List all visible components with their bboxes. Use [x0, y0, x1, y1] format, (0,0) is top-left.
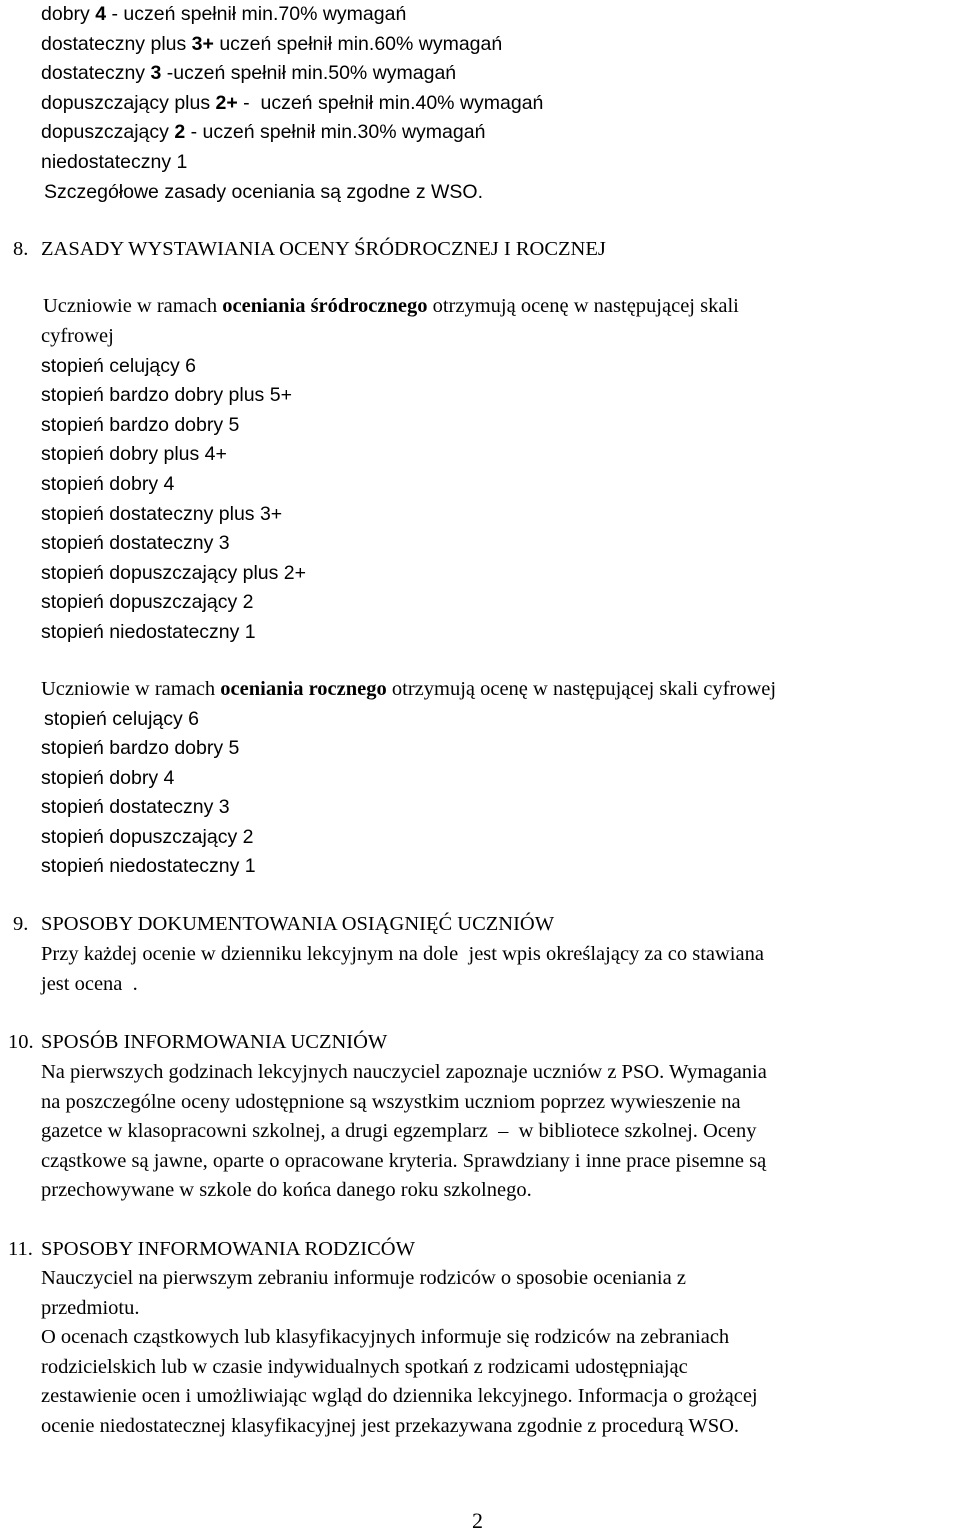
requirement-item: dostateczny plus 3+ uczeń spełnił min.60% wymagań [41, 32, 503, 55]
section10-line: na poszczególne oceny udostępnione są wszystkim uczniom poprzez wywieszenie na [41, 1090, 741, 1113]
midterm-grade: stopień dobry 4 [41, 472, 175, 495]
section-10-number: 10. [8, 1031, 34, 1053]
page-number: 2 [472, 1508, 483, 1533]
section-11-body [41, 1264, 758, 1442]
annual-grades [44, 705, 199, 735]
section10-line: gazetce w klasopracowni szkolnej, a drugi egzemplarz – w bibliotece szkolnej. Oceny [41, 1120, 757, 1143]
requirement-item: dopuszczający 2 - uczeń spełnił min.30% wymagań [41, 121, 486, 144]
midterm-keyword: oceniania śródrocznego [222, 295, 428, 317]
midterm-grade: stopień celujący 6 [41, 354, 197, 377]
section9-line: jest ocena . [41, 972, 138, 995]
wso-note: Szczegółowe zasady oceniania są zgodne z WSO. [44, 181, 483, 203]
annual-grade: stopień dopuszczający 2 [41, 825, 254, 848]
section11-line: O ocenach cząstkowych lub klasyfikacyjnych informuje się rodziców na zebraniach [41, 1326, 730, 1349]
annual-grades-rest [41, 734, 256, 882]
section-8-title: ZASADY WYSTAWIANIA OCENY ŚRÓDROCZNEJ I ROCZNEJ [41, 238, 606, 260]
requirements-list [41, 0, 543, 178]
annual-grade: stopień dobry 4 [41, 766, 175, 789]
midterm-grade: stopień niedostateczny 1 [41, 620, 256, 643]
section-8-number: 8. [13, 238, 29, 260]
section-9-title: SPOSOBY DOKUMENTOWANIA OSIĄGNIĘĆ UCZNIÓW [41, 913, 555, 935]
midterm-grade: stopień bardzo dobry 5 [41, 413, 240, 436]
annual-grade: stopień dostateczny 3 [41, 796, 230, 819]
requirement-item: niedostateczny 1 [41, 150, 188, 173]
section-9-body [41, 940, 764, 999]
section-11-title: SPOSOBY INFORMOWANIA RODZICÓW [41, 1238, 415, 1260]
requirement-item: dostateczny 3 -uczeń spełnił min.50% wymagań [41, 62, 457, 85]
section-10-body [41, 1058, 767, 1206]
section10-line: cząstkowe są jawne, oparte o opracowane kryteria. Sprawdziany i inne prace pisemne są [41, 1149, 767, 1172]
section11-line: przedmiotu. [41, 1296, 140, 1319]
midterm-intro [43, 292, 739, 322]
midterm-grade: stopień dostateczny 3 [41, 532, 230, 555]
annual-grade: stopień bardzo dobry 5 [41, 737, 240, 759]
midterm-grades [41, 322, 306, 648]
section11-line: ocenie niedostatecznej klasyfikacyjnej jest przekazywana zgodnie z procedurą WSO. [41, 1414, 740, 1437]
section-11-number: 11. [8, 1238, 33, 1260]
midterm-grade: stopień dobry plus 4+ [41, 443, 227, 466]
midterm-grade: stopień bardzo dobry plus 5+ [41, 384, 292, 407]
requirement-item: dopuszczający plus 2+ - uczeń spełnił min.40% wymagań [41, 91, 544, 114]
section11-line: Nauczyciel na pierwszym zebraniu informuje rodziców o sposobie oceniania z [41, 1267, 686, 1289]
annual-grade: stopień niedostateczny 1 [41, 855, 256, 878]
section11-line: zestawienie ocen i umożliwiając wgląd do dziennika lekcyjnego. Informacja o grożącej [41, 1385, 758, 1408]
midterm-grade: stopień dopuszczający 2 [41, 591, 254, 614]
section10-line: przechowywane w szkole do końca danego roku szkolnego. [41, 1179, 532, 1202]
midterm-intro-line: Uczniowie w ramach oceniania śródrocznego otrzymują ocenę w następującej skali [43, 295, 739, 317]
midterm-grade: stopień dostateczny plus 3+ [41, 502, 283, 525]
section-9-number: 9. [13, 913, 29, 935]
annual-intro [41, 675, 776, 705]
section10-line: Na pierwszych godzinach lekcyjnych nauczyciel zapoznaje uczniów z PSO. Wymagania [41, 1061, 767, 1083]
annual-keyword: oceniania rocznego [220, 678, 387, 700]
annual-intro-line: Uczniowie w ramach oceniania rocznego otrzymują ocenę w następującej skali cyfrowej [41, 678, 777, 700]
section9-line: Przy każdej ocenie w dzienniku lekcyjnym na dole jest wpis określający za co stawiana [41, 943, 764, 965]
annual-grade: stopień celujący 6 [44, 708, 200, 730]
midterm-intro-line2: cyfrowej [41, 325, 114, 347]
section11-line: rodzicielskich lub w czasie indywidualnych spotkań z rodzicami udostępniając [41, 1355, 688, 1378]
midterm-grade: stopień dopuszczający plus 2+ [41, 561, 307, 584]
requirement-item: dobry 4 - uczeń spełnił min.70% wymagań [41, 3, 407, 25]
section-10-title: SPOSÓB INFORMOWANIA UCZNIÓW [41, 1031, 388, 1053]
